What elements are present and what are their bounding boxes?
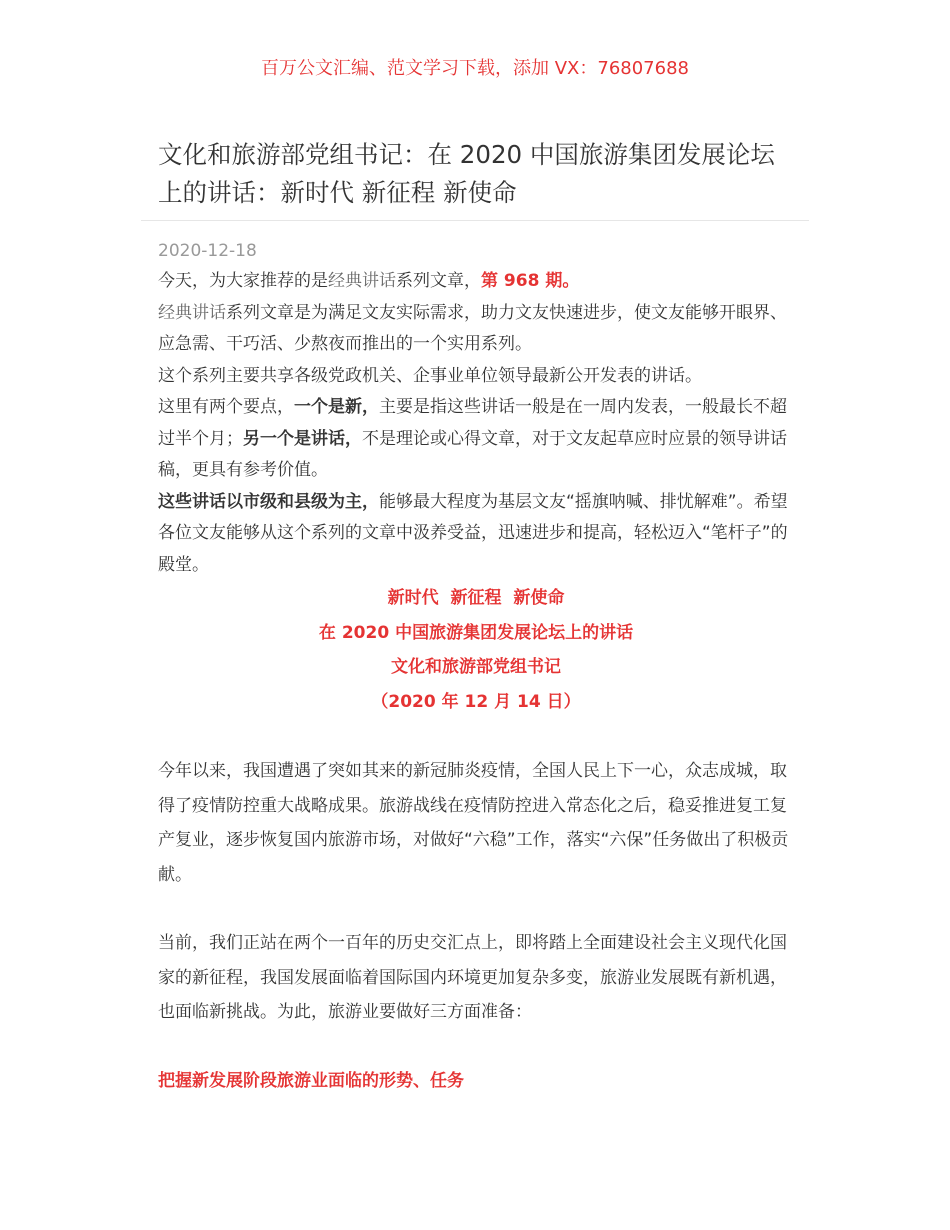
body-paragraph: 当前，我们正站在两个一百年的历史交汇点上，即将踏上全面建设社会主义现代化国家的新征程，我国发展面临着国际国内环境更加复杂多变，旅游业发展既有新机遇，也面临新挑战。为此，旅游业要做好三方面准备： (158, 933, 787, 1022)
spacer (158, 719, 794, 754)
intro-line (158, 266, 794, 298)
issue-number: 第 968 期。 (481, 271, 580, 291)
promo-banner: 百万公文汇编、范文学习下载，添加 VX：76807688 (261, 58, 689, 79)
intro-text: 这里有两个要点， (158, 397, 294, 417)
intro-text: 今天，为大家推荐的是 (158, 271, 328, 291)
title-divider (141, 220, 809, 221)
speech-heading: 新时代 新征程 新使命 (387, 588, 565, 608)
series-name: 经典讲话 (158, 302, 226, 323)
bold-point: 另一个是讲话， (243, 428, 362, 449)
section-heading: 把握新发展阶段旅游业面临的形势、任务 (158, 1070, 464, 1091)
intro-paragraph: 这个系列主要共享各级党政机关、企事业单位领导最新公开发表的讲话。 (158, 365, 702, 386)
intro-text: 能够最大程度为基层文友“摇旗呐喊、排忧解难”。希望各位文友能够从这个系列的文章中汲养受益，迅速进步和提高，轻松迈入“笔杆子”的殿堂。 (158, 491, 788, 575)
intro-text: 系列文章， (396, 271, 481, 291)
series-name: 经典讲话 (328, 271, 396, 291)
intro-paragraph (158, 392, 794, 487)
spacer (158, 1030, 794, 1064)
speech-date: （2020 年 12 月 14 日） (371, 691, 581, 712)
speaker-title: 文化和旅游部党组书记 (391, 657, 561, 677)
intro-paragraph (158, 487, 794, 582)
article-title: 文化和旅游部党组书记：在 2020 中国旅游集团发展论坛上的讲话：新时代 新征程 新使命 (158, 140, 775, 207)
body-paragraph: 今年以来，我国遭遇了突如其来的新冠肺炎疫情，全国人民上下一心，众志成城，取得了疫情防控重大战略成果。旅游战线在疫情防控进入常态化之后，稳妥推进复工复产复业，逐步恢复国内旅游市场，对做好“六稳”工作，落实“六保”任务做出了积极贡献。 (158, 761, 789, 885)
article-content (158, 266, 794, 1098)
intro-text: 系列文章是为满足文友实际需求，助力文友快速进步，使文友能够开眼界、应急需、干巧活、少熬夜而推出的一个实用系列。 (158, 302, 787, 354)
intro-text: 主要是指这些讲话一般是在一周内发表，一般最长不超过半个月； (158, 397, 787, 449)
publish-date: 2020-12-18 (158, 241, 257, 261)
bold-point: 这些讲话以市级和县级为主， (158, 491, 379, 512)
bold-point: 一个是新， (294, 397, 379, 417)
speech-subtitle: 在 2020 中国旅游集团发展论坛上的讲话 (318, 622, 634, 643)
intro-paragraph (158, 298, 794, 361)
intro-text: 不是理论或心得文章，对于文友起草应时应景的领导讲话稿，更具有参考价值。 (158, 428, 787, 480)
spacer (158, 892, 794, 926)
